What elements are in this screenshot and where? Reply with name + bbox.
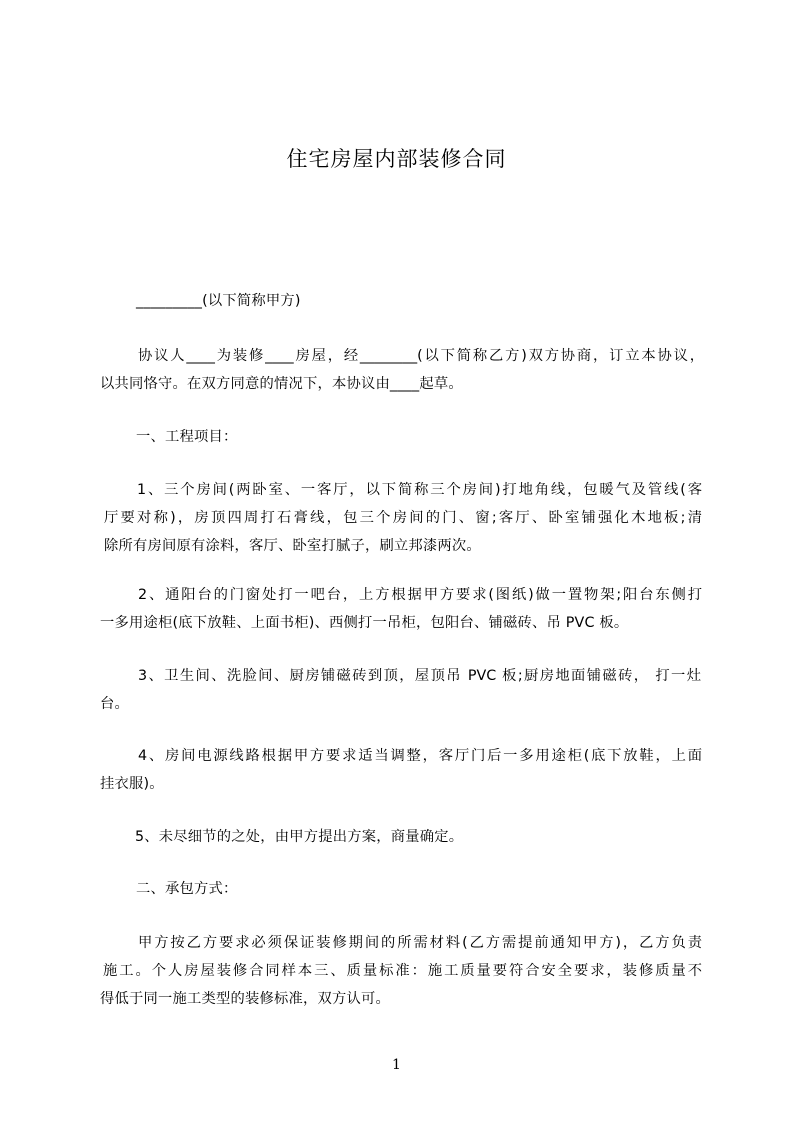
contract-para-line-1: 甲方按乙方要求必须保证装修期间的所需材料(乙方需提前通知甲方)，乙方负责 [138, 935, 702, 951]
section-2-heading: 二、承包方式： [136, 881, 238, 897]
item-1-line-1: 1、三个房间(两卧室、一客厅，以下简称三个房间)打地角线，包暖气及管线(客 [137, 482, 702, 498]
intro-line-1: 协议人____为装修____房屋，经________(以下简称乙方)双方协商，订立本协议， [138, 348, 704, 364]
item-2-line-2: 一多用途柜(底下放鞋、上面书柜)、西侧打一吊柜，包阳台、铺磁砖、吊 PVC 板。 [100, 615, 629, 631]
party-a-line: _________(以下简称甲方) [136, 293, 301, 309]
item-4-line-2: 挂衣服)。 [100, 776, 164, 792]
intro-line-2: 以共同恪守。在双方同意的情况下，本协议由____起草。 [100, 376, 463, 392]
item-3-line-2: 台。 [100, 696, 129, 712]
item-5-line: 5、未尽细节的之处，由甲方提出方案，商量确定。 [135, 829, 464, 845]
item-1-line-2: 厅要对称)，房顶四周打石膏线，包三个房间的门、窗;客厅、卧室铺强化木地板;清 [104, 510, 702, 526]
item-2-line-1: 2、通阳台的门窗处打一吧台，上方根据甲方要求(图纸)做一置物架;阳台东侧打 [138, 587, 702, 603]
contract-para-line-2: 施工。个人房屋装修合同样本三、质量标准：施工质量要符合安全要求，装修质量不 [103, 963, 702, 979]
item-1-line-3: 除所有房间原有涂料，客厅、卧室打腻子，刷立邦漆两次。 [104, 538, 481, 554]
contract-para-line-3: 得低于同一施工类型的装修标准，双方认可。 [100, 991, 390, 1007]
page-number: 1 [392, 1057, 401, 1073]
item-4-line-1: 4、房间电源线路根据甲方要求适当调整，客厅门后一多用途柜(底下放鞋，上面 [138, 748, 702, 764]
page-title: 住宅房屋内部装修合同 [286, 147, 507, 171]
section-1-heading: 一、工程项目： [136, 429, 238, 445]
item-3-line-1: 3、卫生间、洗脸间、厨房铺磁砖到顶，屋顶吊 PVC 板;厨房地面铺磁砖， 打一灶 [138, 668, 701, 684]
